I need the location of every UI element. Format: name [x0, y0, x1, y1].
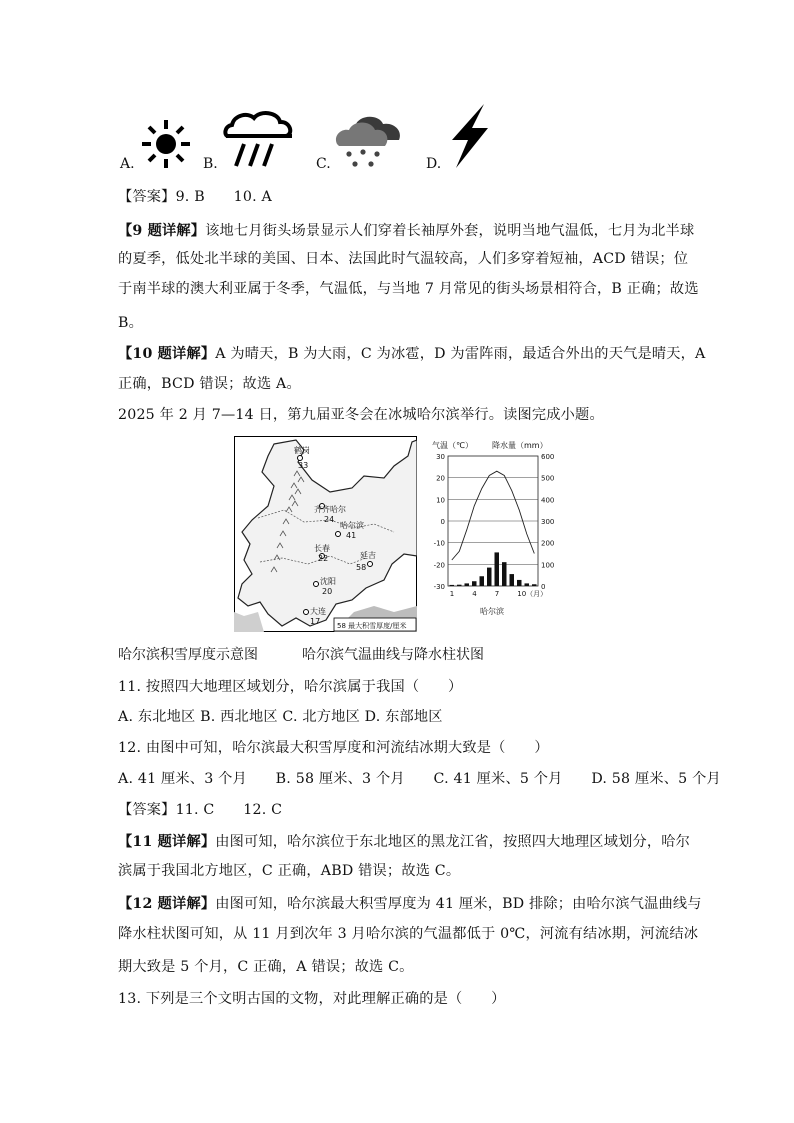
option-b-label: B.: [203, 156, 218, 172]
precipitation-bar: [502, 562, 507, 586]
explain-9-line-3: 于南半球的澳大利亚属于冬季，气温低，与当地 7 月常见的街头场景相符合，B 正确；故选: [118, 281, 699, 297]
left-axis-label: 气温（℃）: [432, 441, 473, 450]
option-a-label: A.: [120, 156, 135, 172]
explain-12-line-1: [118, 893, 702, 913]
right-tick-label: 600: [541, 453, 555, 461]
city-label-changchun: 长春: [314, 544, 330, 553]
precipitation-bar: [480, 576, 485, 586]
explain-9-line-4: B。: [118, 315, 144, 331]
right-axis-label: 降水量（mm）: [492, 441, 548, 450]
explain-9-text-1: 该地七月街头场景显示人们穿着长袖厚外套，说明当地气温低，七月为北半球: [205, 223, 695, 239]
precipitation-bar: [525, 583, 530, 586]
city-value-changchun: 22: [318, 554, 329, 563]
city-value-yanji: 58: [356, 563, 367, 572]
precipitation-bar: [457, 585, 462, 586]
rain-icon: [222, 110, 298, 170]
answer-text: 9. B 10. A: [175, 189, 272, 205]
q12-stem: 12. 由图中可知，哈尔滨最大积雪厚度和河流结冰期大致是（ ）: [118, 740, 549, 756]
option-d-label: D.: [426, 156, 442, 172]
chart-grid: [448, 456, 538, 586]
x-tick-label: 1: [449, 590, 455, 598]
city-label-shenyang: 沈阳: [320, 577, 336, 586]
q11-options: A. 东北地区 B. 西北地区 C. 北方地区 D. 东部地区: [118, 709, 443, 725]
right-tick-label: 100: [541, 561, 555, 570]
explain-10-text-1: A 为晴天，B 为大雨，C 为冰雹，D 为雷阵雨，最适合外出的天气是晴天，A: [215, 346, 706, 362]
left-tick-label: -10: [433, 539, 445, 548]
chart-xlabel: 哈尔滨: [480, 607, 504, 616]
precipitation-bar: [510, 574, 515, 586]
explain-12-text-1: 由图可知，哈尔滨最大积雪厚度为 41 厘米，BD 排除；由哈尔滨气温曲线与: [215, 896, 702, 912]
answer-tag: 【答案】: [118, 189, 176, 205]
explain-12-line-3: 期大致是 5 个月，C 正确，A 错误；故选 C。: [118, 959, 414, 975]
precipitation-bar: [465, 583, 470, 586]
option-c-label: C.: [316, 156, 331, 172]
snow-depth-map: [234, 436, 417, 632]
explain-11-line-1: [118, 831, 690, 851]
q11-stem: 11. 按照四大地理区域划分，哈尔滨属于我国（ ）: [118, 679, 463, 695]
precipitation-bar: [487, 568, 492, 586]
explain-11-text-1: 由图可知，哈尔滨位于东北地区的黑龙江省，按照四大地理区域划分，哈尔: [215, 834, 691, 850]
explain-10-line-2: 正确，BCD 错误；故选 A。: [118, 376, 301, 392]
city-label-yanji: 延吉: [360, 551, 376, 560]
sun-icon: [140, 118, 192, 170]
precipitation-bar: [495, 552, 500, 586]
explain-9-line-2: 的夏季，低处北半球的美国、日本、法国此时气温较高，人们多穿着短袖，ACD 错误；位: [118, 251, 689, 267]
city-value-harbin: 41: [346, 531, 357, 540]
chart-ticks: [434, 453, 555, 598]
precipitation-bar: [472, 581, 477, 586]
city-label-hegang: 鹤岗: [294, 446, 310, 455]
answer-11-12: [118, 799, 282, 819]
x-tick-label: 4: [472, 590, 477, 598]
right-tick-label: 300: [541, 518, 555, 526]
left-tick-label: 10: [436, 496, 445, 505]
precipitation-bar: [517, 580, 522, 586]
lightning-icon: [446, 102, 492, 170]
explain-10-line-1: [118, 343, 705, 363]
answer-tag-2: 【答案】: [118, 802, 176, 818]
q12-options: A. 41 厘米、3 个月 B. 58 厘米、3 个月 C. 41 厘米、5 个月 D. 58 厘米、5 个月: [118, 771, 721, 787]
climate-chart: [428, 436, 564, 616]
hail-icon: [333, 112, 405, 172]
left-tick-label: 0: [440, 518, 445, 526]
right-tick-label: 500: [541, 474, 555, 483]
right-tick-label: 0: [541, 583, 546, 591]
precipitation-bar: [532, 584, 537, 586]
explain-11-tag: 【11 题详解】: [118, 834, 216, 850]
explain-9-line-1: [118, 220, 694, 240]
city-value-hegang: 33: [298, 461, 309, 470]
left-tick-label: -30: [433, 583, 445, 591]
x-tick-label: 10（月）: [517, 590, 548, 598]
precipitation-bar: [450, 585, 455, 586]
left-tick-label: -20: [433, 561, 445, 570]
chart-caption: 哈尔滨气温曲线与降水柱状图: [302, 647, 484, 663]
answer-text-2: 11. C 12. C: [175, 802, 283, 818]
temperature-curve: [452, 471, 535, 560]
city-label-qiqihar: 齐齐哈尔: [314, 505, 346, 514]
right-tick-label: 200: [541, 539, 555, 548]
map-legend: 58 最大积雪厚度/厘米: [337, 622, 407, 630]
explain-12-line-2: 降水柱状图可知，从 11 月到次年 3 月哈尔滨的气温都低于 0℃，河流有结冰期，河流结冰: [118, 926, 699, 942]
x-tick-label: 7: [494, 590, 500, 598]
explain-10-tag: 【10 题详解】: [118, 346, 216, 362]
city-value-qiqihar: 24: [324, 515, 335, 524]
right-tick-label: 400: [541, 496, 555, 505]
explain-11-line-2: 滨属于我国北方地区，C 正确，ABD 错误；故选 C。: [118, 863, 461, 879]
city-label-dalian: 大连: [310, 607, 326, 616]
explain-9-tag: 【9 题详解】: [118, 223, 206, 239]
left-tick-label: 20: [436, 474, 445, 483]
city-value-dalian: 17: [310, 617, 321, 626]
city-value-shenyang: 20: [322, 587, 333, 596]
city-label-harbin: 哈尔滨: [340, 521, 364, 530]
answer-9-10: [118, 186, 272, 206]
q13-stem: 13. 下列是三个文明古国的文物，对此理解正确的是（ ）: [118, 991, 506, 1007]
explain-12-tag: 【12 题详解】: [118, 896, 216, 912]
map-caption: 哈尔滨积雪厚度示意图: [118, 647, 258, 663]
precipitation-bars: [450, 552, 537, 586]
intro-11-12: 2025 年 2 月 7—14 日，第九届亚冬会在冰城哈尔滨举行。读图完成小题。: [118, 407, 604, 423]
left-tick-label: 30: [436, 453, 445, 461]
